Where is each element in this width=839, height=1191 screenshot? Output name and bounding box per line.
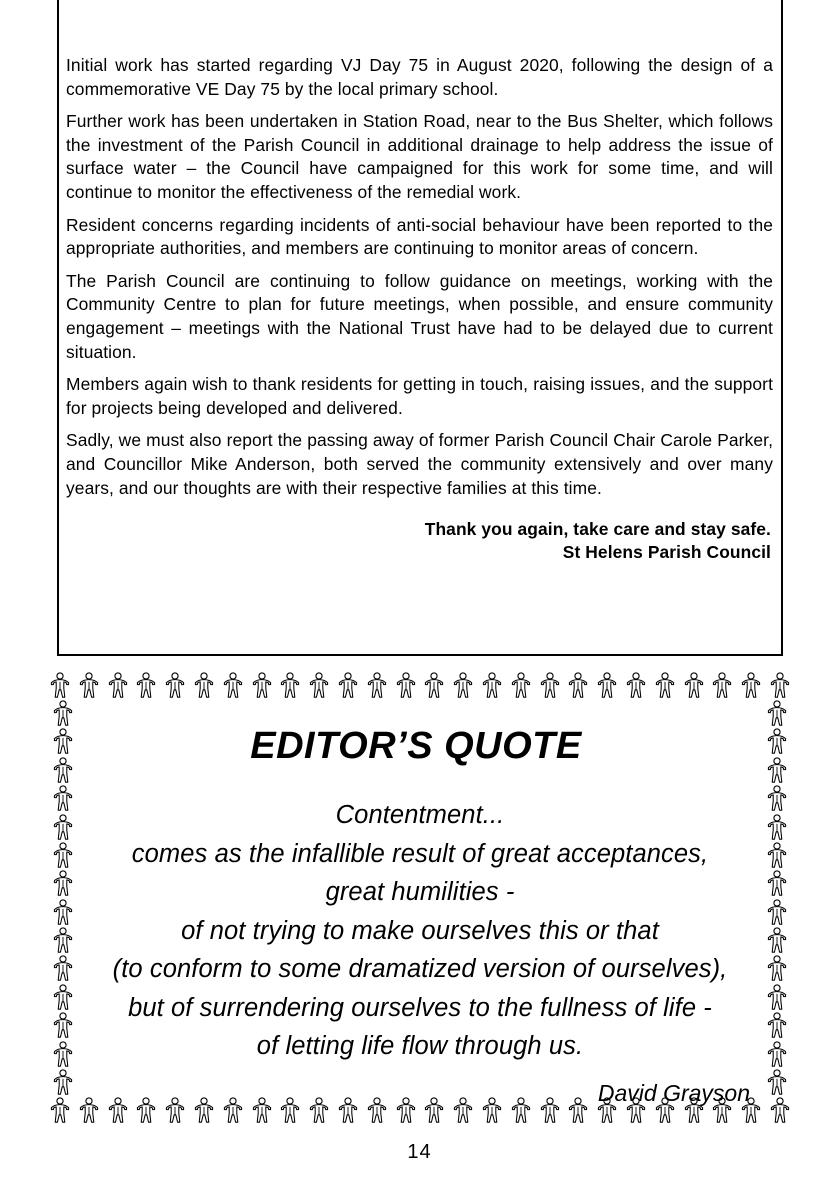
person-figure-icon [568, 672, 588, 698]
person-figure-icon [767, 984, 787, 1010]
quote-border-right [764, 700, 790, 1095]
person-figure-icon [741, 672, 761, 698]
person-figure-icon [53, 927, 73, 953]
person-figure-icon [136, 672, 156, 698]
quote-line: great humilities - [325, 878, 515, 906]
person-figure-icon [770, 1097, 790, 1123]
quote-content [84, 702, 756, 1106]
person-figure-icon [767, 1012, 787, 1038]
person-figure-icon [53, 955, 73, 981]
quote-line: Contentment... [335, 801, 505, 829]
person-figure-icon [53, 757, 73, 783]
person-figure-icon [626, 672, 646, 698]
person-figure-icon [767, 842, 787, 868]
person-figure-icon [79, 672, 99, 698]
person-figure-icon [367, 672, 387, 698]
report-paragraph: Members again wish to thank residents for getting in touch, raising issues, and the support for projects being developed and delivered. [66, 374, 773, 418]
person-figure-icon [767, 1041, 787, 1067]
quote-line: (to conform to some dramatized version of ourselves), [112, 955, 728, 983]
person-figure-icon [767, 899, 787, 925]
report-paragraph: Sadly, we must also report the passing away of former Parish Council Chair Carole Parker, and Councillor Mike Anderson, both served the community extensively and over many years, and our thoughts are with their respective families at this time. [66, 430, 773, 498]
person-figure-icon [252, 672, 272, 698]
person-figure-icon [194, 672, 214, 698]
person-figure-icon [767, 814, 787, 840]
editors-quote-box [50, 670, 790, 1125]
report-paragraph: Initial work has started regarding VJ Day 75 in August 2020, following the design of a commemorative VE Day 75 by the local primary school. [66, 55, 773, 99]
person-figure-icon [280, 672, 300, 698]
person-figure-icon [424, 672, 444, 698]
person-figure-icon [50, 1097, 70, 1123]
quote-line: comes as the infallible result of great acceptances, [131, 839, 709, 868]
editors-quote-title: EDITOR’S QUOTE [250, 725, 582, 767]
page-number: 14 [407, 1141, 432, 1163]
quote-line: but of surrendering ourselves to the fullness of life - [128, 993, 712, 1022]
person-figure-icon [684, 672, 704, 698]
person-figure-icon [453, 672, 473, 698]
person-figure-icon [309, 672, 329, 698]
parish-council-report-box [57, 0, 783, 656]
person-figure-icon [511, 672, 531, 698]
quote-attribution: David Grayson [597, 1079, 750, 1106]
person-figure-icon [396, 672, 416, 698]
person-figure-icon [165, 672, 185, 698]
report-paragraph: Resident concerns regarding incidents of anti-social behaviour have been reported to the appropriate authorities, and members are continuing to monitor areas of concern. [66, 214, 773, 259]
quote-text [84, 796, 756, 1066]
person-figure-icon [53, 984, 73, 1010]
person-figure-icon [53, 1069, 73, 1095]
person-figure-icon [53, 842, 73, 868]
person-figure-icon [53, 728, 73, 754]
person-figure-icon [767, 927, 787, 953]
person-figure-icon [53, 785, 73, 811]
person-figure-icon [597, 672, 617, 698]
quote-border-left [50, 700, 76, 1095]
person-figure-icon [767, 1069, 787, 1095]
person-figure-icon [540, 672, 560, 698]
person-figure-icon [767, 700, 787, 726]
report-paragraph: The Parish Council are continuing to follow guidance on meetings, working with the Community Centre to plan for future meetings, when possible, and ensure community engagement – meetings with the National Trust have had to be delayed due to current situation. [66, 270, 773, 362]
person-figure-icon [53, 700, 73, 726]
report-signoff [66, 518, 773, 563]
person-figure-icon [767, 870, 787, 896]
person-figure-icon [108, 672, 128, 698]
person-figure-icon [338, 672, 358, 698]
person-figure-icon [53, 899, 73, 925]
person-figure-icon [223, 672, 243, 698]
person-figure-icon [482, 672, 502, 698]
quote-border-top [50, 670, 790, 700]
person-figure-icon [53, 870, 73, 896]
person-figure-icon [712, 672, 732, 698]
person-figure-icon [767, 728, 787, 754]
person-figure-icon [767, 955, 787, 981]
person-figure-icon [53, 814, 73, 840]
person-figure-icon [767, 785, 787, 811]
signoff-thanks: Thank you again, take care and stay safe. [424, 519, 771, 540]
signoff-author: St Helens Parish Council [562, 541, 771, 562]
person-figure-icon [53, 1012, 73, 1038]
report-paragraph: Further work has been undertaken in Station Road, near to the Bus Shelter, which follows the investment of the Parish Council in additional drainage to help address the issue of surface water – the Council have campaigned for this work for some time, and will continue to monitor the effectiveness of the remedial work. [66, 111, 773, 202]
person-figure-icon [53, 1041, 73, 1067]
person-figure-icon [767, 757, 787, 783]
person-figure-icon [655, 672, 675, 698]
person-figure-icon [770, 672, 790, 698]
quote-line: of letting life flow through us. [256, 1032, 584, 1060]
quote-line: of not trying to make ourselves this or that [181, 916, 659, 945]
person-figure-icon [50, 672, 70, 698]
report-body [59, 0, 781, 563]
